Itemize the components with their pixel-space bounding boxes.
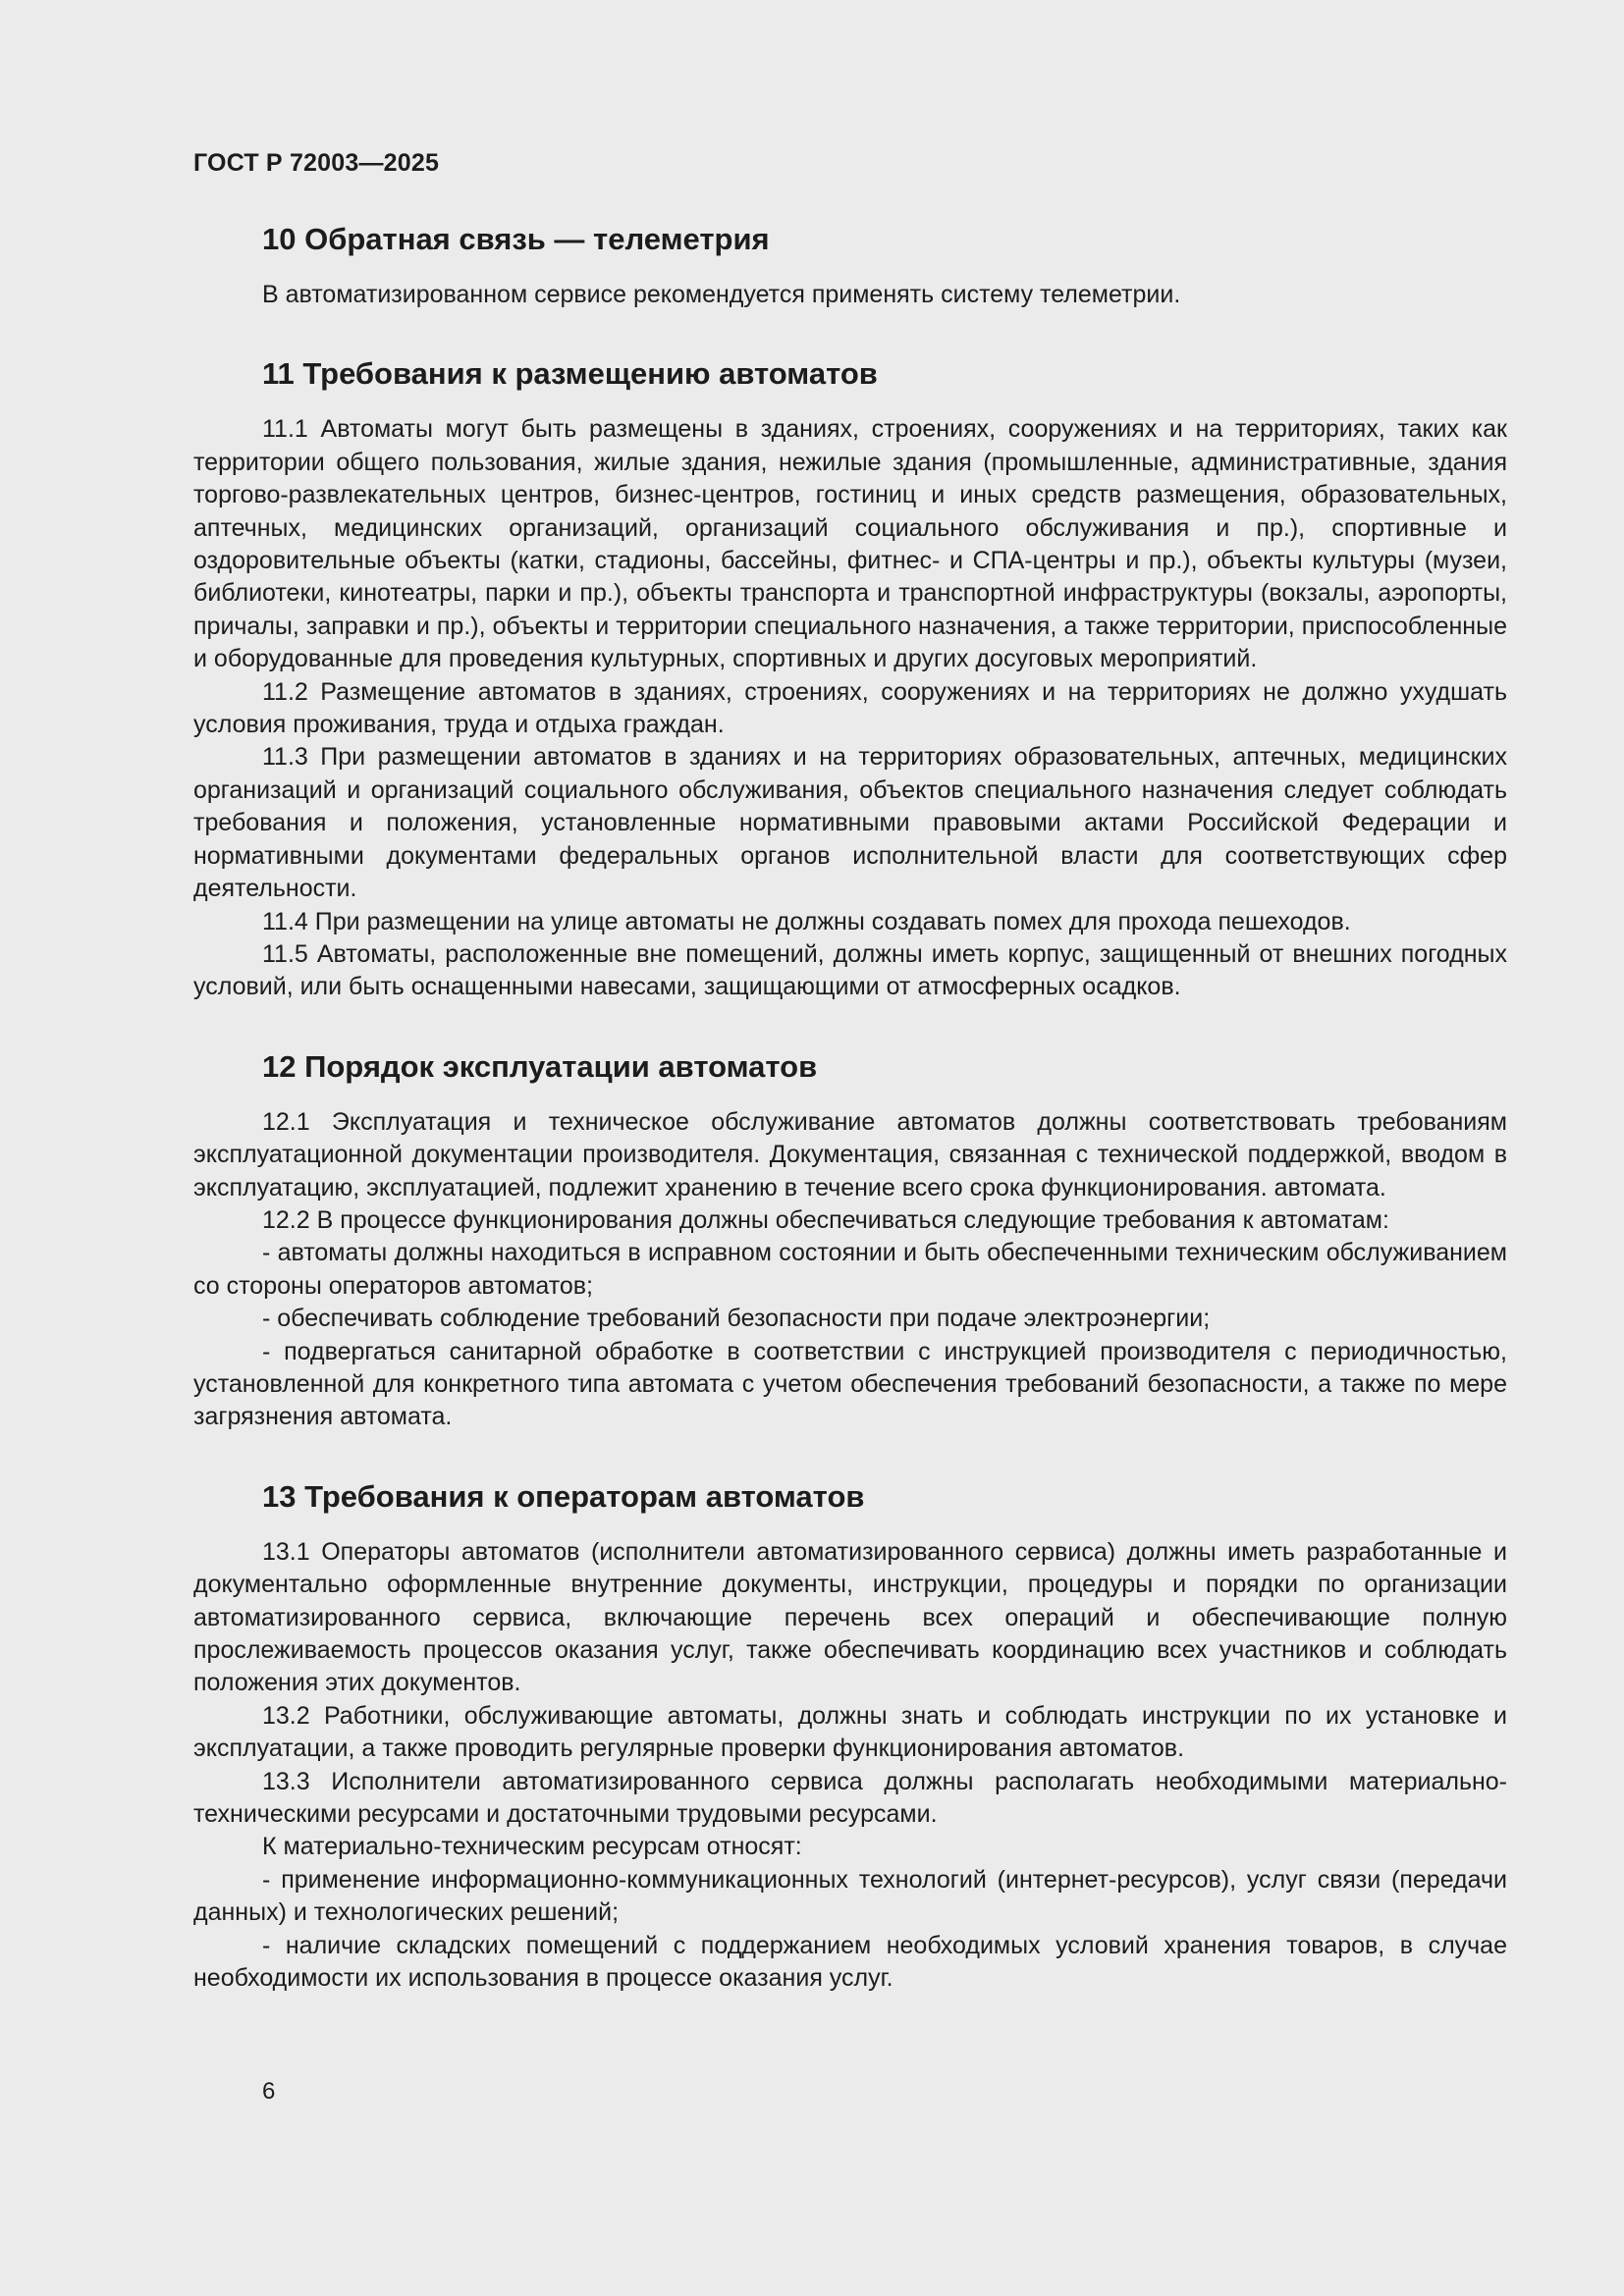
- paragraph: К материально-техническим ресурсам относят:: [262, 1833, 802, 1861]
- section-13: [193, 1475, 1507, 1996]
- paragraph: 13.2 Работники, обслуживающие автоматы, должны знать и соблюдать инструкции по их установке и эксплуатации, а также проводить регулярные проверки функционирования автоматов.: [193, 1701, 1507, 1763]
- paragraph: 13.3 Исполнители автоматизированного сервиса должны располагать необходимыми материально-техническими ресурсами и достаточными трудовыми ресурсами.: [193, 1767, 1507, 1829]
- section-title: 11 Требования к размещению автоматов: [262, 356, 878, 392]
- paragraph: 11.5 Автоматы, расположенные вне помещений, должны иметь корпус, защищенный от внешних погодных условий, или быть оснащенными навесами, защищающими от атмосферных осадков.: [193, 939, 1507, 1001]
- list-item: - автоматы должны находиться в исправном состоянии и быть обеспеченными техническим обслуживанием со стороны операторов автоматов;: [193, 1239, 1507, 1300]
- paragraph: 11.1 Автоматы могут быть размещены в зданиях, строениях, сооружениях и на территориях, таких как территории общего пользования, жилые здания, нежилые здания (промышленные, административные, здания торгово-развлекательных центров, бизнес-центров, гостиниц и иных средств размещения, образовательных, аптечных, медицинских организаций, организаций социального обслуживания и пр.), спортивные и оздоровительные объекты (катки, стадионы, бассейны, фитнес- и СПА-центры и пр.), объекты культуры (музеи, библиотеки, кинотеатры, парки и пр.), объекты транспорта и транспортной инфраструктуры (вокзалы, аэропорты, причалы, заправки и пр.), объекты и территории специального назначения, а также территории, приспособленные и оборудованные для проведения культурных, спортивных и других досуговых мероприятий.: [193, 415, 1507, 673]
- section-title: 13 Требования к операторам автоматов: [262, 1478, 865, 1514]
- paragraph: 11.2 Размещение автоматов в зданиях, строениях, сооружениях и на территориях не должно ухудшать условия проживания, труда и отдыха граждан.: [193, 677, 1507, 739]
- section-11: [193, 352, 1507, 1003]
- document-header: ГОСТ Р 72003—2025: [193, 149, 440, 177]
- paragraph: 11.4 При размещении на улице автоматы не должны создавать помех для прохода пешеходов.: [262, 907, 1351, 935]
- paragraph: 12.2 В процессе функционирования должны обеспечиваться следующие требования к автоматам:: [262, 1205, 1389, 1234]
- list-item: - применение информационно-коммуникационных технологий (интернет-ресурсов), услуг связи (передачи данных) и технологических решений;: [193, 1865, 1507, 1927]
- list-item: - наличие складских помещений с поддержанием необходимых условий хранения товаров, в случае необходимости их использования в процессе оказания услуг.: [193, 1931, 1507, 1993]
- paragraph: В автоматизированном сервисе рекомендуется применять систему телеметрии.: [262, 281, 1181, 308]
- paragraph: 12.1 Эксплуатация и техническое обслуживание автоматов должны соответствовать требованиям эксплуатационной документации производителя. Документация, связанная с технической поддержкой, вводом в эксплуатацию, эксплуатацией, подлежит хранению в течение всего срока функционирования. автомата.: [193, 1107, 1507, 1201]
- paragraph: 11.3 При размещении автоматов в зданиях и на территориях образовательных, аптечных, медицинских организаций и организаций социального обслуживания, объектов специального назначения следует соблюдать требования и положения, установленные нормативными правовыми актами Российской Федерации и нормативными документами федеральных органов исполнительной власти для соответствующих сфер деятельности.: [193, 743, 1507, 903]
- list-item: - подвергаться санитарной обработке в соответствии с инструкцией производителя с периодичностью, установленной для конкретного типа автомата с учетом обеспечения требований безопасности, а также по мере загрязнения автомата.: [193, 1337, 1507, 1431]
- section-12: [193, 1045, 1507, 1434]
- document-body: [193, 218, 1507, 1995]
- section-title: 12 Порядок эксплуатации автоматов: [262, 1048, 818, 1084]
- page-number: 6: [262, 2078, 276, 2105]
- paragraph: 13.1 Операторы автоматов (исполнители автоматизированного сервиса) должны иметь разработанные и документально оформленные внутренние документы, инструкции, процедуры и порядки по организации автоматизированного сервиса, включающие перечень всех операций и обеспечивающие полную прослеживаемость процессов оказания услуг, также обеспечивать координацию всех участников и соблюдать положения этих документов.: [193, 1537, 1507, 1697]
- list-item: - обеспечивать соблюдение требований безопасности при подаче электроэнергии;: [262, 1305, 1211, 1333]
- section-title: 10 Обратная связь — телеметрия: [262, 222, 770, 256]
- section-10: [193, 218, 1507, 311]
- document-page: [193, 0, 1507, 2296]
